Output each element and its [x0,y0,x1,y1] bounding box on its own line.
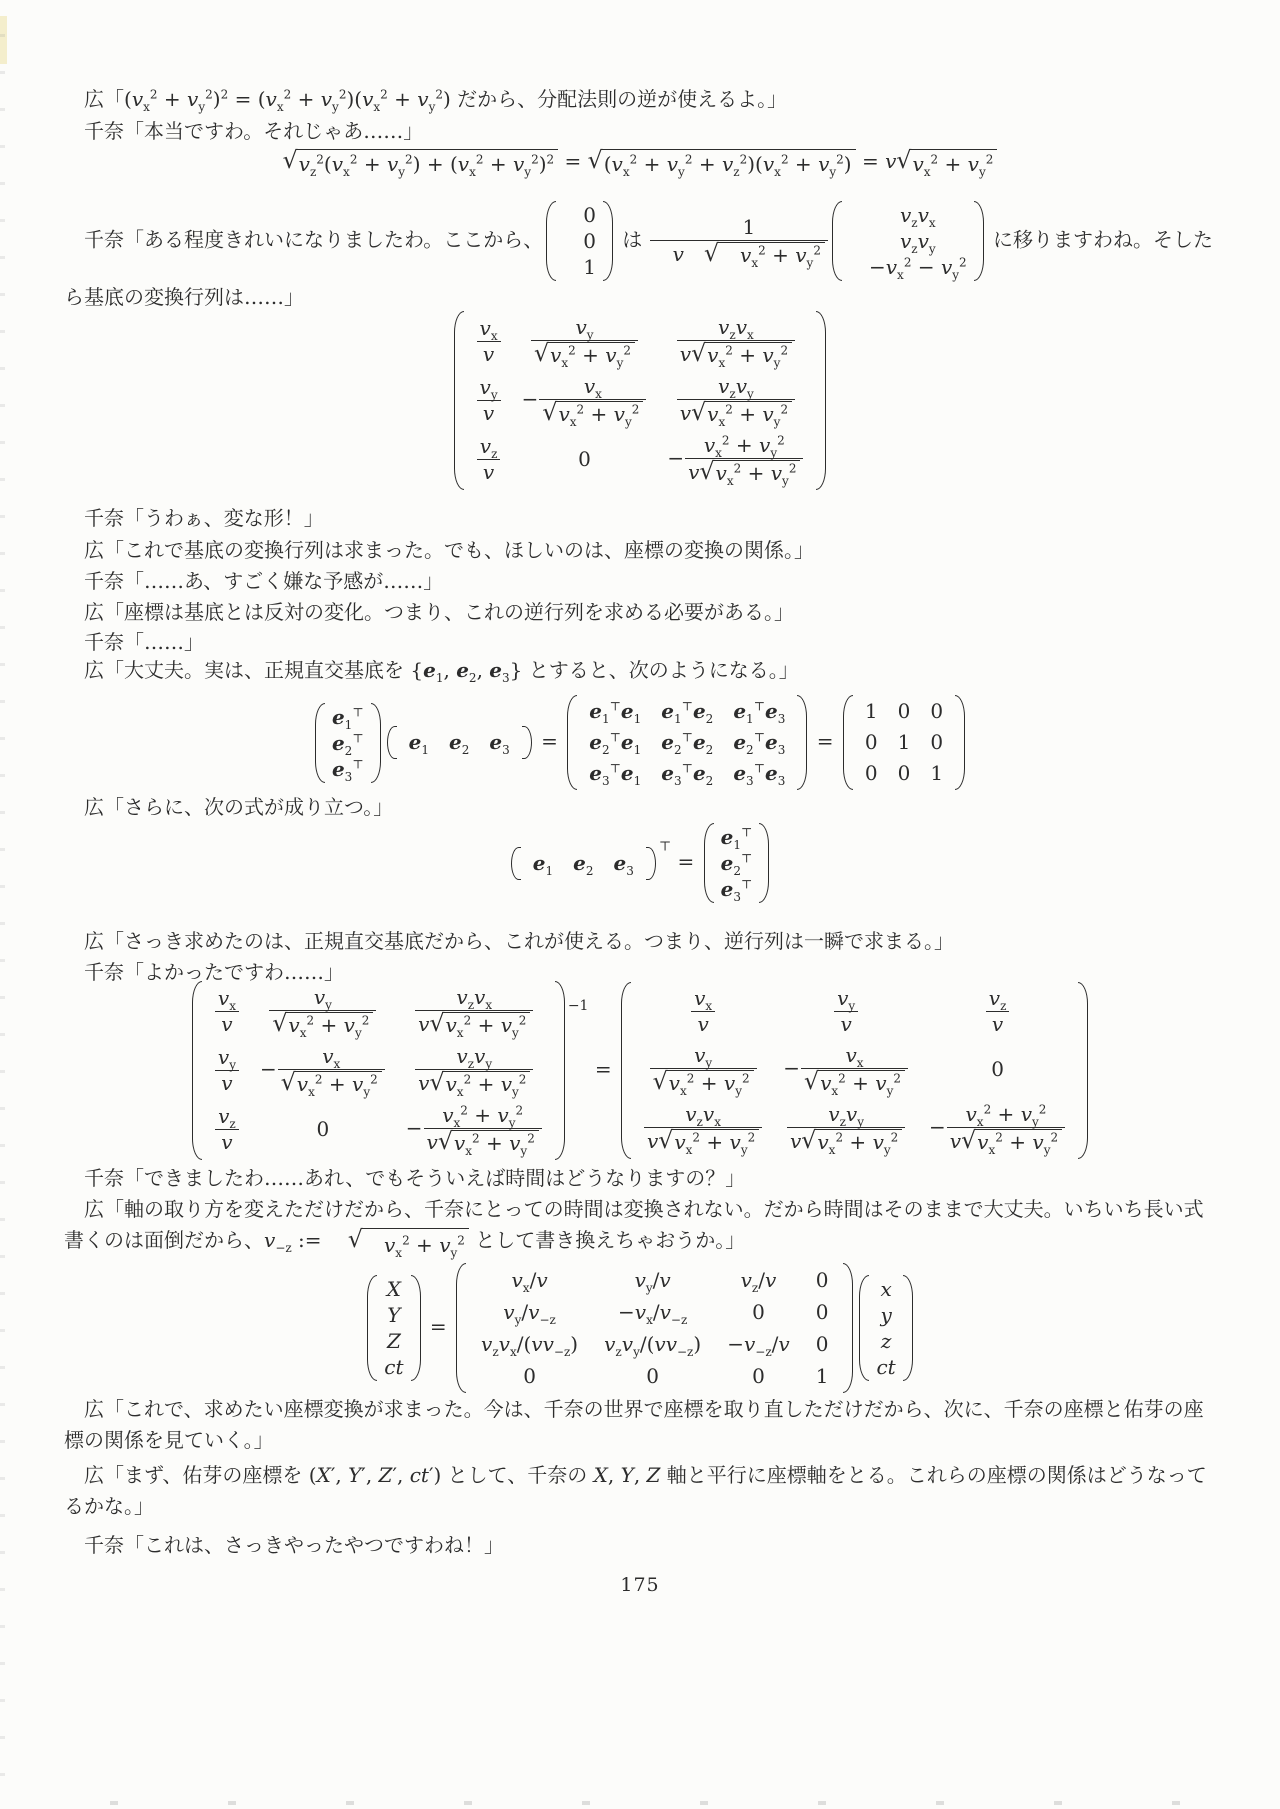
scan-edge-ticks [0,0,5,1809]
formula-orthonormal-product: $e_1^⊤$ $e_2^⊤$ $e_3^⊤$ $e_1$ $e_2$ $e_3$ = $e_1^⊤e_1$ $e_1^⊤e_2$ $e_1^⊤e_3$ $e_2^⊤e_1$ $e_2^⊤e_2$ $e_2^⊤e_3$ $e_3^⊤e_1$ $e_3^⊤e_2$ $e_3^⊤e_3$ = 1 0 0 0 1 0 0 0 1 [64,694,1216,791]
china-line-12: 千奈「よかったですわ……」 [84,960,344,984]
content [64,0,1216,1809]
china-line-13: 千奈「できましたわ……あれ、でもそういえば時間はどうなりますの？」 [84,1166,746,1190]
hiro-line-10: 広「さらに、次の式が成り立つ。」 [84,795,394,819]
china-line-8: 千奈「……」 [84,630,204,654]
hiro-line-14: 広「軸の取り方を変えただけだから、千奈にとっての時間は変換されない。だから時間はそのままで大丈夫。いちいち長い式書くのは面倒だから、$v_{-z}$ := √ $v_x^2 + v_y^2$ として書き換えちゃおうか。」 [64,1197,1204,1260]
china-line-3: 千奈「ある程度きれいになりましたわ。ここから、 0 0 1 は 1 v √ $v_x^2 + v_y^2$ $v_zv_x$ $v_zv_y$ $-v_x^2 - v_y^2$ に移りますわね。そしたら基底の変換行列は……」 [64,200,1216,313]
hiro-line-11: 広「さっき求めたのは、正規直交基底だから、これが使える。つまり、逆行列は一瞬で求まる。」 [84,929,954,953]
china-line-6: 千奈「……あ、すごく嫌な予感が……」 [84,569,444,593]
page-number: 175 [620,1574,660,1596]
china-line-2: 千奈「本当ですわ。それじゃあ……」 [84,119,424,143]
formula-inverse: $\frac{v_x}{v}$ $v_y$ √ $v_x^2 + v_y^2$ $v_zv_x$ v √ $v_x^2 + v_y^2$ $\frac{v_y}{v}$ − $v_x$ √ $v_x^2 + v_y^2$ $v_zv_y$ v √ $v_x^2 + v_y^2$ $\frac{v_z}{v}$ 0 − $v_x^2 + v_y^2$ v √ $v_x^2 + v_y^2$ $^{-1}$ = $\frac{v_x}{v}$ $\frac{v_y}{v}$ $\frac{v_z}{v}$ $v_y$ √ $v_x^2 + v_y^2$ − $v_x$ √ $v_x^2 + v_y^2$ 0 $v_zv_x$ v √ $v_x^2 + v_y^2$ $v_zv_y$ v √ $v_x^2 + v_y^2$ − $v_x^2 + v_y^2$ v √ $v_x^2 + v_y^2$ [64,980,1216,1161]
hiro-line-1: 広「$(v_x^2 + v_y^2)^2 = (v_x^2 + v_y^2)(v_x^2 + v_y^2)$ だから、分配法則の逆が使えるよ。」 [84,87,788,114]
hiro-line-7: 広「座標は基底とは反対の変化。つまり、これの逆行列を求める必要がある。」 [84,600,794,624]
hiro-line-16: 広「まず、佑芽の座標を (X′, Y′, Z′, ct′) として、千奈の X, Y, Z 軸と平行に座標軸をとる。これらの座標の関係はどうなってるかな。」 [64,1463,1207,1518]
hiro-line-15: 広「これで、求めたい座標変換が求まった。今は、千奈の世界で座標を取り直しただけだから、次に、千奈の座標と佑芽の座標の関係を見ていく。」 [64,1397,1204,1452]
formula-sqrt-simplify: √ $v_z^2(v_x^2 + v_y^2) + (v_x^2 + v_y^2)^2$ = √ $(v_x^2 + v_y^2 + v_z^2)(v_x^2 + v_y^2)$ = v √ $v_x^2 + v_y^2$ [64,148,1216,178]
formula-basis-matrix: $\frac{v_x}{v}$ $v_y$ √ $v_x^2 + v_y^2$ $v_zv_x$ v √ $v_x^2 + v_y^2$ $\frac{v_y}{v}$ − $v_x$ √ $v_x^2 + v_y^2$ $v_zv_y$ v √ $v_x^2 + v_y^2$ $\frac{v_z}{v}$ 0 − $v_x^2 + v_y^2$ v √ $v_x^2 + v_y^2$ [64,310,1216,491]
formula-transpose: $e_1$ $e_2$ $e_3$ ⊤ = $e_1^⊤$ $e_2^⊤$ $e_3^⊤$ [64,822,1216,904]
hiro-line-5: 広「これで基底の変換行列は求まった。でも、ほしいのは、座標の変換の関係。」 [84,538,814,562]
formula-coordinate-transform: X Y Z ct = $v_x/v$ $v_y/v$ $v_z/v$ 0 $v_y/v_{-z}$ $-v_x/v_{-z}$ 0 0 $v_zv_x/(vv_{-z})$ $v_zv_y/(vv_{-z})$ $-v_{-z}/v$ 0 0 0 0 1 x y z ct [64,1262,1216,1394]
china-line-4: 千奈「うわぁ、変な形！」 [84,506,324,530]
china-line-17: 千奈「これは、さっきやったやつですわね！」 [84,1533,504,1557]
hiro-line-9: 広「大丈夫。実は、正規直交基底を {$e_1$, $e_2$, $e_3$} とすると、次のようになる。」 [84,658,799,685]
